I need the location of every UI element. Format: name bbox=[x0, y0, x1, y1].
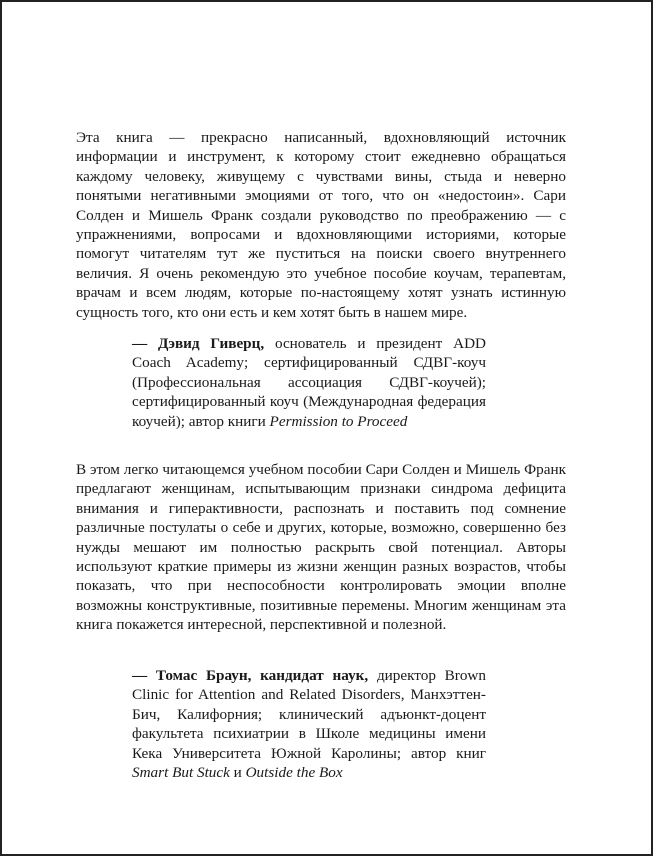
attribution-1 bbox=[132, 334, 486, 431]
blurb-paragraph-1: Эта книга — прекрасно написанный, вдохновляющий источник информации и инструмент, к которому стоит ежедневно обращаться каждому человеку, живущему с чувствами вины, стыда и неверно понятыми негативными эмоциями от того, что он «недостоин». Сари Солден и Мишель Франк создали руководство по преображению — с упражнениями, вопросами и вдохновляющими историями, которые помогут читателям тут же пуститься на поиски своего внутреннего величия. Я очень рекомендую это учебное пособие коучам, терапевтам, врачам и всем людям, которые по-настоящему хотят узнать истинную сущность того, кто они есть и кем хотят быть в нашем мире. bbox=[76, 129, 566, 321]
attribution-2-book-title-2: Outside the Box bbox=[245, 764, 343, 782]
blurb-paragraph-2: В этом легко читающемся учебном пособии Сари Солден и Мишель Франк предлагают женщинам, испытывающим признаки синдрома дефицита внимания и гиперактивности, распознать и поставить под сомнение различные постулаты о себе и других, которые, возможно, совершенно без нужды мешают им полностью раскрыть свой потенциал. Авторы используют краткие примеры из жизни женщин разных возрастов, чтобы показать, что при неспособности контролировать эмоции вполне возможны конструктивные, позитивные перемены. Многим женщинам эта книга покажется интересной, перспективной и полезной. bbox=[76, 461, 566, 634]
attribution-1-author: — Дэвид Гиверц, bbox=[132, 335, 265, 352]
attribution-2-credentials: директор Brown Clinic for Attention and Related Disorders, Манхэттен-Бич, Калифорния; клинический адъюнкт-доцент факультета психиатрии в Школе медицины имени Кека Университета Южной Каролины; автор книг bbox=[132, 667, 486, 762]
attribution-2 bbox=[132, 666, 486, 782]
attribution-1-book-title: Permission to Proceed bbox=[269, 412, 408, 430]
attribution-2-connector: и bbox=[229, 764, 246, 782]
attribution-1-credentials: основатель и президент ADD Coach Academy; сертифицированный СДВГ-коуч (Профессиональная ассоциация СДВГ-коучей); сертифицированный коуч (Международная федерация коучей); автор книги bbox=[132, 335, 486, 430]
attribution-2-book-title-1: Smart But Stuck bbox=[132, 764, 230, 782]
attribution-2-author: — Томас Браун, кандидат наук, bbox=[132, 667, 369, 684]
